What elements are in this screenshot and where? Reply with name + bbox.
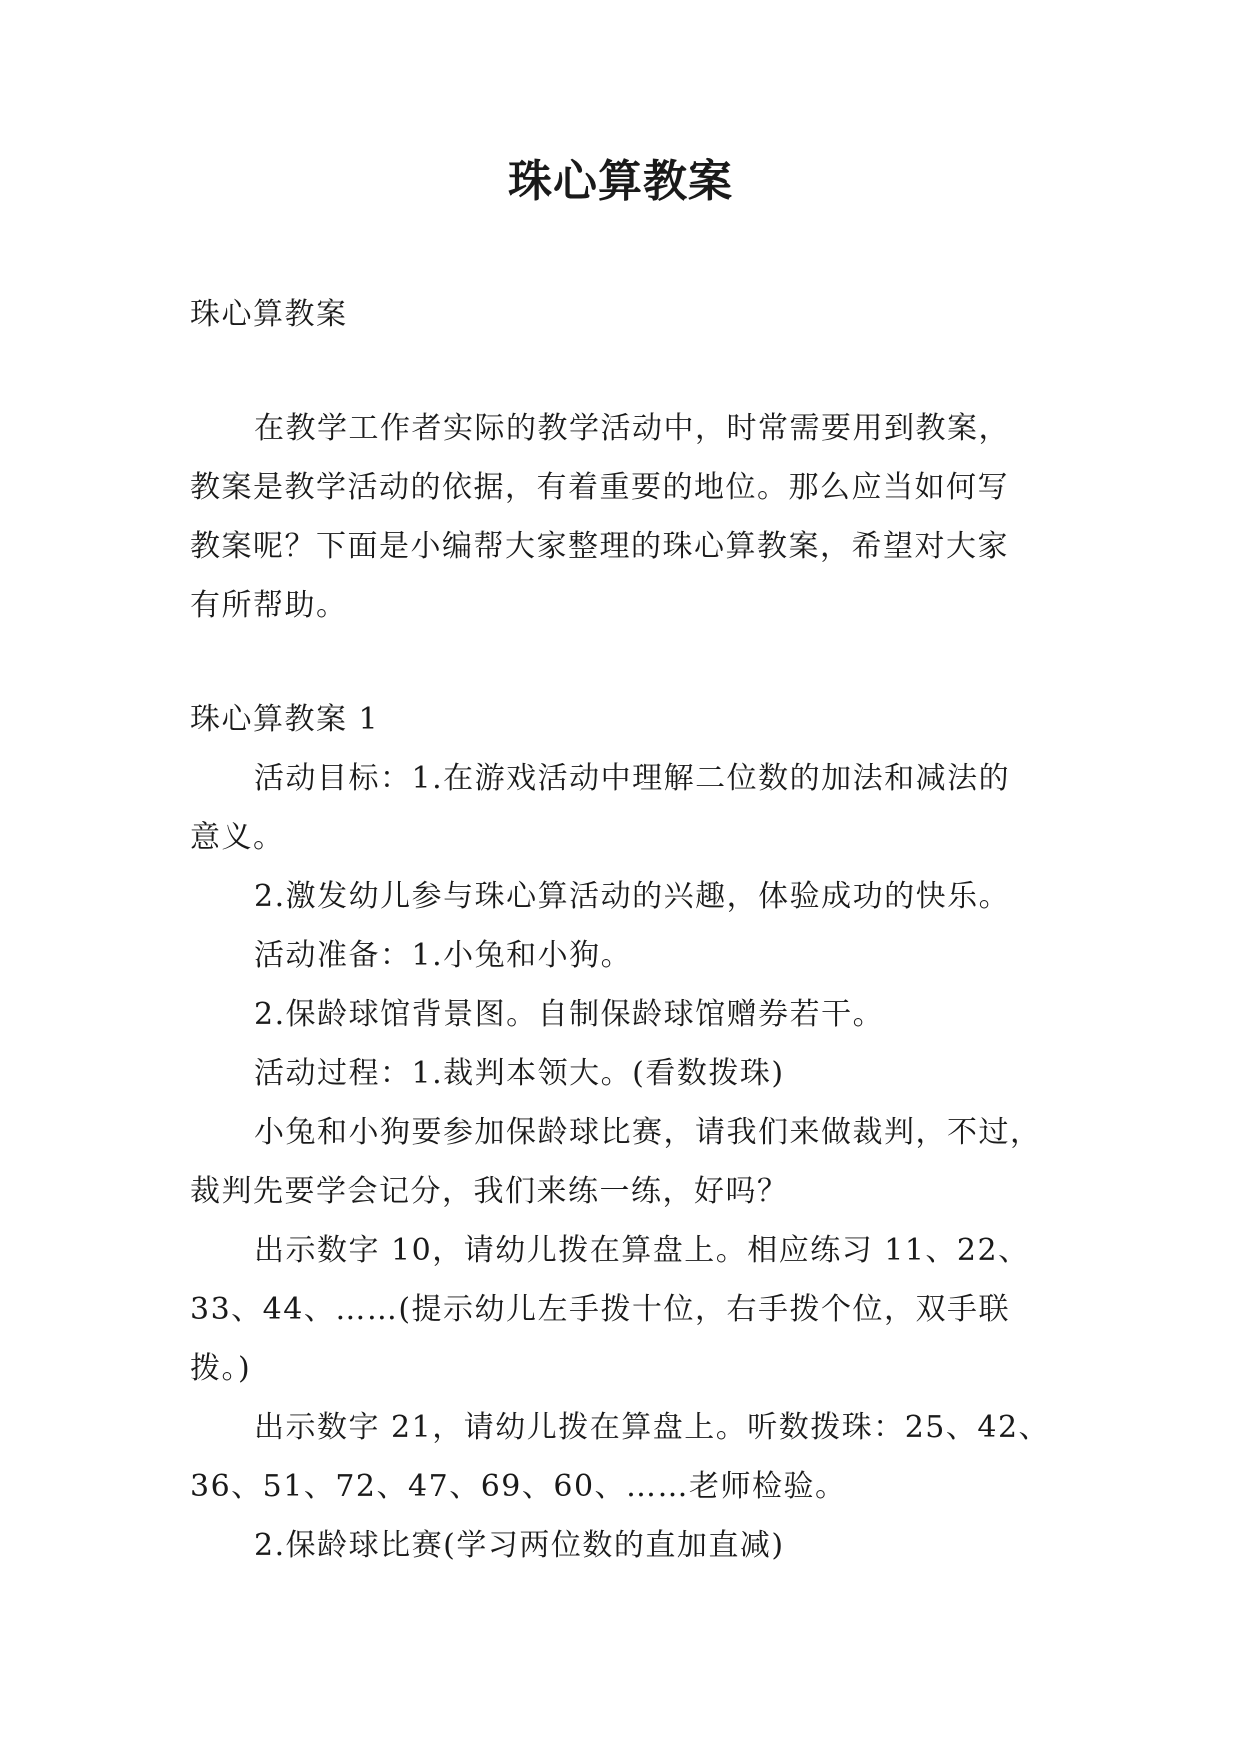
section-heading: 珠心算教案 1 bbox=[190, 702, 380, 737]
intro-line: 教案是教学活动的依据，有着重要的地位。那么应当如何写 bbox=[190, 470, 1009, 505]
intro-line: 有所帮助。 bbox=[190, 588, 348, 623]
body-line: 出示数字 10，请幼儿拨在算盘上。相应练习 11、22、 bbox=[254, 1233, 1030, 1268]
intro-line: 教案呢？下面是小编帮大家整理的珠心算教案，希望对大家 bbox=[190, 529, 1009, 564]
body-line: 2.保龄球馆背景图。自制保龄球馆赠券若干。 bbox=[254, 997, 885, 1032]
body-line: 拨。) bbox=[190, 1351, 252, 1386]
body-line: 36、51、72、47、69、60、……老师检验。 bbox=[190, 1469, 847, 1504]
body-line: 2.保龄球比赛(学习两位数的直加直减) bbox=[254, 1528, 785, 1563]
body-line: 2.激发幼儿参与珠心算活动的兴趣，体验成功的快乐。 bbox=[254, 879, 1011, 914]
intro-line: 在教学工作者实际的教学活动中，时常需要用到教案， bbox=[254, 411, 1010, 446]
body-line: 裁判先要学会记分，我们来练一练，好吗？ bbox=[190, 1174, 789, 1209]
body-line: 活动过程：1.裁判本领大。(看数拨珠) bbox=[254, 1056, 785, 1091]
body-line: 33、44、……(提示幼儿左手拨十位，右手拨个位，双手联 bbox=[190, 1292, 1011, 1327]
body-line: 活动目标：1.在游戏活动中理解二位数的加法和减法的 bbox=[254, 761, 1011, 796]
body-line: 意义。 bbox=[190, 820, 285, 855]
body-line: 小兔和小狗要参加保龄球比赛，请我们来做裁判，不过， bbox=[254, 1115, 1042, 1150]
subtitle: 珠心算教案 bbox=[190, 297, 348, 332]
body-line: 出示数字 21，请幼儿拨在算盘上。听数拨珠：25、42、 bbox=[254, 1410, 1051, 1445]
body-line: 活动准备：1.小兔和小狗。 bbox=[254, 938, 633, 973]
document-title: 珠心算教案 bbox=[508, 156, 733, 207]
